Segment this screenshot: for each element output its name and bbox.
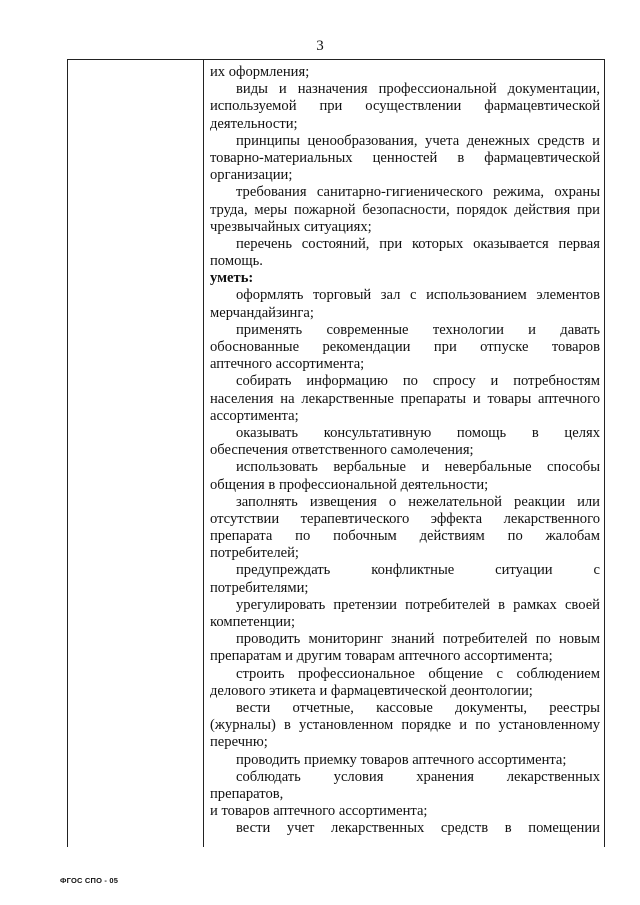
text-line: их оформления; <box>210 64 310 80</box>
text-line: делового этикета и фармацевтической деонтологии; <box>210 682 533 699</box>
competency-table <box>67 59 605 847</box>
text-line: аптечного ассортимента; <box>210 356 365 373</box>
text-line: товарно-материальных ценностей в фармацевтической <box>210 149 600 166</box>
text-line: заполнять извещения о нежелательной реакции или <box>236 493 600 510</box>
text-line: препарата по побочным действиям по жалобам <box>210 528 600 545</box>
text-line: деятельности; <box>210 115 298 132</box>
text-line: потребителей; <box>210 545 299 562</box>
text-line: помощь. <box>210 253 263 270</box>
text-line: ассортимента; <box>210 407 299 424</box>
text-line: строить профессиональное общение с соблюдением <box>236 665 600 682</box>
text-line: требования санитарно-гигиенического режима, охраны <box>236 184 600 201</box>
document-footer: ФГОС СПО - 05 <box>60 876 119 885</box>
text-line: вести учет лекарственных средств в помещении <box>236 820 600 837</box>
text-line: собирать информацию по спросу и потребностям <box>236 373 600 390</box>
text-line: оформлять торговый зал с использованием элементов <box>236 287 600 304</box>
text-line: населения на лекарственные препараты и товары аптечного <box>210 390 600 407</box>
text-line: использовать вербальные и невербальные способы <box>236 459 600 476</box>
text-line: и товаров аптечного ассортимента; <box>210 803 428 820</box>
text-line: обеспечения ответственного самолечения; <box>210 442 474 459</box>
text-line: препаратам и другим товарам аптечного ассортимента; <box>210 648 553 665</box>
text-line: вести отчетные, кассовые документы, реестры <box>236 699 600 716</box>
text-line: соблюдать условия хранения лекарственных <box>236 768 600 785</box>
text-line: препаратов, <box>210 785 284 802</box>
column-divider <box>203 60 204 847</box>
text-line: используемой при осуществлении фармацевтической <box>210 98 600 115</box>
text-line: виды и назначения профессиональной документации, <box>236 81 600 98</box>
text-line: принципы ценообразования, учета денежных средств и <box>236 132 600 149</box>
table-cell-content <box>210 64 600 837</box>
section-heading: уметь: <box>210 270 254 287</box>
text-line: проводить мониторинг знаний потребителей по новым <box>236 631 600 648</box>
text-line: организации; <box>210 167 293 184</box>
text-line: (журналы) в установленном порядке и по установленному <box>210 717 600 734</box>
text-line: общения в профессиональной деятельности; <box>210 476 489 493</box>
text-line: труда, меры пожарной безопасности, порядок действия при <box>210 201 600 218</box>
text-line: обоснованные рекомендации при отпуске товаров <box>210 339 600 355</box>
text-line: предупреждать конфликтные ситуации с <box>236 562 600 579</box>
text-line: применять современные технологии и давать <box>236 321 600 338</box>
text-line: компетенции; <box>210 614 296 630</box>
text-line: отсутствии терапевтического эффекта лекарственного <box>210 510 600 527</box>
text-line: чрезвычайных ситуациях; <box>210 218 372 235</box>
text-line: потребителями; <box>210 579 309 596</box>
text-line: оказывать консультативную помощь в целях <box>236 424 600 441</box>
text-line: перечню; <box>210 734 268 751</box>
text-line: перечень состояний, при которых оказывается первая <box>236 235 600 252</box>
text-line: урегулировать претензии потребителей в рамках своей <box>236 596 600 613</box>
page-number: 3 <box>316 38 324 54</box>
text-line: мерчандайзинга; <box>210 304 314 321</box>
text-line: проводить приемку товаров аптечного ассортимента; <box>236 751 567 768</box>
